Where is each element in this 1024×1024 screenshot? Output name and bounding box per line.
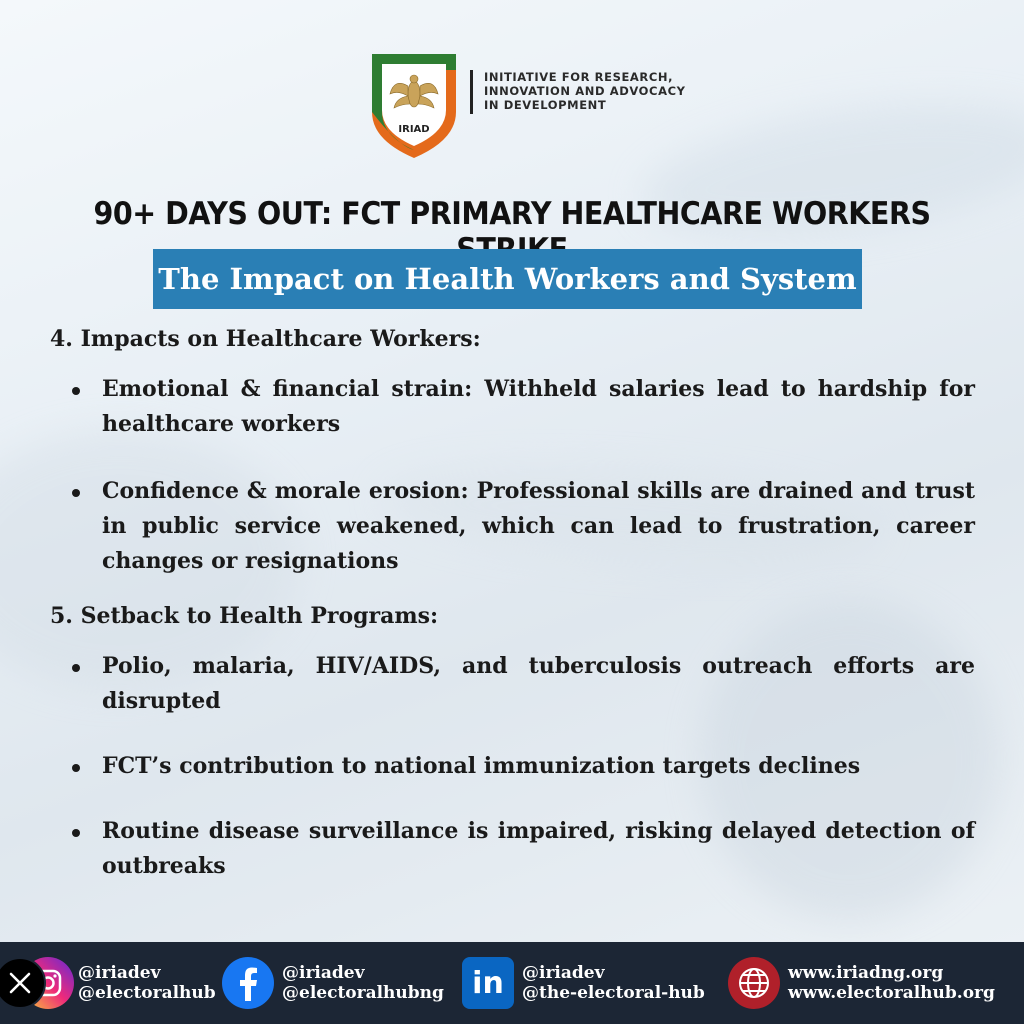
website-link[interactable]: www.iriadng.org bbox=[788, 963, 944, 983]
list-item-text: FCT’s contribution to national immunization targets declines bbox=[102, 753, 861, 779]
social-x-instagram[interactable] bbox=[0, 942, 216, 1024]
list-item bbox=[50, 474, 975, 579]
social-handles bbox=[788, 963, 995, 1003]
social-linkedin[interactable] bbox=[462, 942, 705, 1024]
linkedin-icon[interactable]: in bbox=[462, 957, 514, 1009]
footer bbox=[0, 942, 1024, 1024]
handle-line: @iriadev bbox=[282, 963, 365, 983]
bullet-list bbox=[50, 372, 975, 579]
headline: 90+ DAYS OUT: FCT PRIMARY HEALTHCARE WORKERS bbox=[93, 196, 931, 232]
section-health-programs bbox=[50, 597, 975, 884]
handle-line: @iriadev bbox=[522, 963, 605, 983]
social-facebook[interactable] bbox=[222, 942, 444, 1024]
list-item-text: Polio, malaria, HIV/AIDS, and tuberculosis outreach efforts are disrupted bbox=[102, 653, 975, 714]
section-heading: 5. Setback to Health Programs: bbox=[50, 603, 439, 629]
bullet-icon bbox=[72, 764, 80, 772]
social-handles bbox=[522, 963, 705, 1003]
globe-icon[interactable] bbox=[728, 957, 780, 1009]
social-handles bbox=[282, 963, 444, 1003]
x-instagram-icons bbox=[0, 957, 70, 1009]
main-content bbox=[50, 320, 975, 884]
bullet-icon bbox=[72, 489, 80, 497]
subtitle-banner: The Impact on Health Workers and System bbox=[153, 249, 862, 309]
iriad-logo bbox=[368, 50, 460, 160]
section-healthcare-workers bbox=[50, 320, 975, 579]
section-heading: 4. Impacts on Healthcare Workers: bbox=[50, 326, 481, 352]
list-item bbox=[50, 749, 975, 784]
bullet-icon bbox=[72, 829, 80, 837]
list-item bbox=[50, 372, 975, 442]
handle-line: @electoralhubng bbox=[282, 983, 444, 1003]
social-handles bbox=[78, 963, 216, 1003]
bullet-icon bbox=[72, 387, 80, 395]
social-web[interactable] bbox=[728, 942, 995, 1024]
list-item bbox=[50, 649, 975, 719]
handle-line: @electoralhub bbox=[78, 983, 216, 1003]
website-link[interactable]: www.electoralhub.org bbox=[788, 983, 995, 1003]
list-item-text: Emotional & financial strain: Withheld salaries lead to hardship for healthcare workers bbox=[102, 376, 975, 437]
facebook-icon[interactable] bbox=[222, 957, 274, 1009]
logo-text: IRIAD bbox=[398, 124, 430, 135]
list-item-text: Confidence & morale erosion: Professional skills are drained and trust in public service weakened, which can lead to frustration, career changes or resignations bbox=[102, 478, 975, 574]
bullet-list bbox=[50, 649, 975, 884]
organization-name: INITIATIVE FOR RESEARCH, INNOVATION AND ADVOCACY IN DEVELOPMENT bbox=[484, 70, 686, 112]
list-item-text: Routine disease surveillance is impaired, risking delayed detection of outbreaks bbox=[102, 818, 975, 879]
list-item bbox=[50, 814, 975, 884]
logo-divider bbox=[470, 70, 473, 114]
handle-line: @the-electoral-hub bbox=[522, 983, 705, 1003]
handle-line: @iriadev bbox=[78, 963, 161, 983]
bullet-icon bbox=[72, 664, 80, 672]
